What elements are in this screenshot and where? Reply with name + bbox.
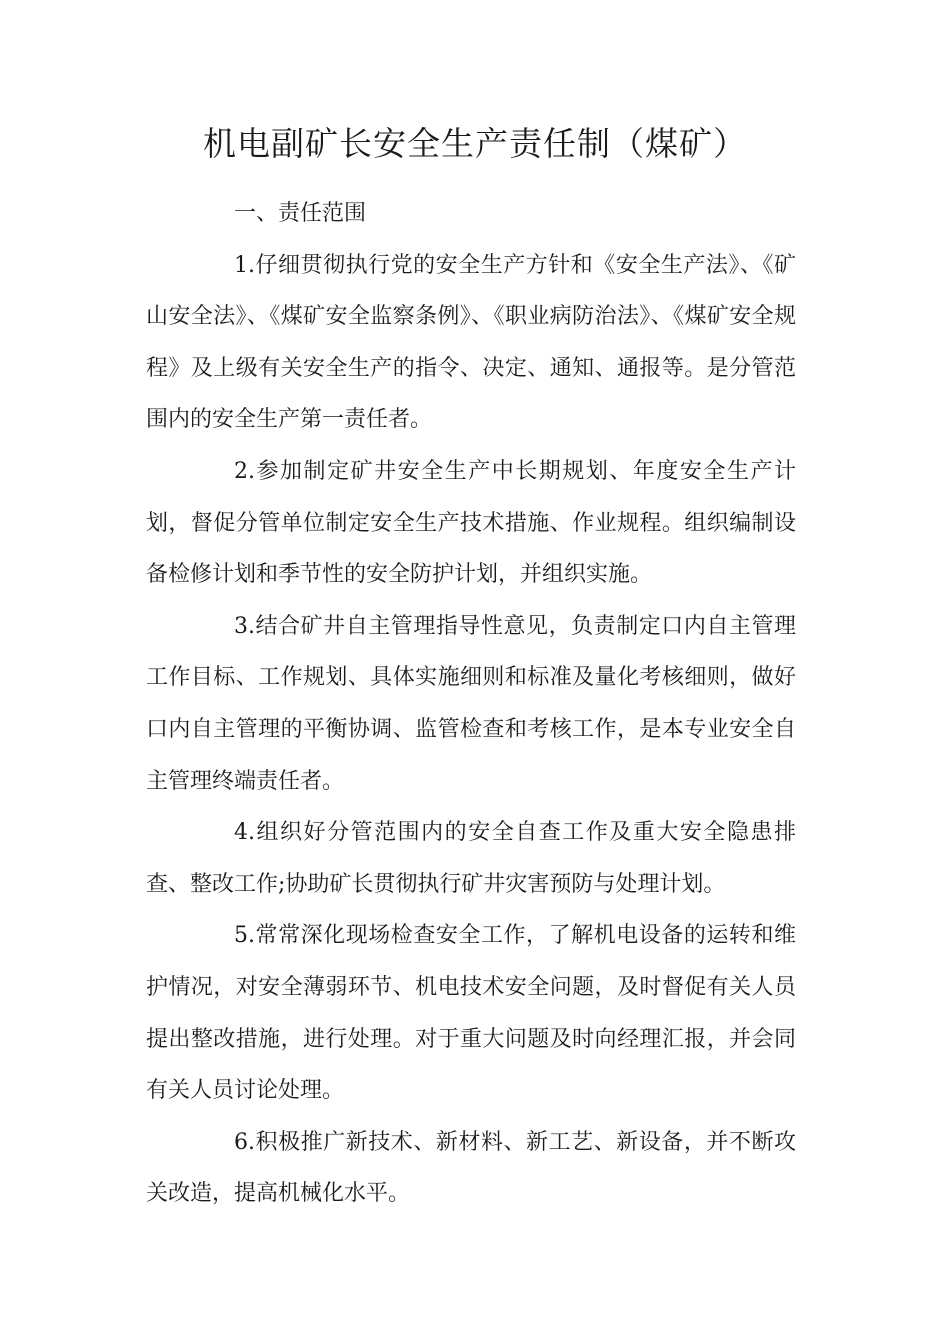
paragraph-4: 4.组织好分管范围内的安全自查工作及重大安全隐患排查、整改工作;协助矿长贯彻执行矿井灾害预防与处理计划。 [146, 820, 796, 897]
paragraph-5: 5.常常深化现场检查安全工作，了解机电设备的运转和维护情况，对安全薄弱环节、机电技术安全问题，及时督促有关人员提出整改措施，进行处理。对于重大问题及时向经理汇报，并会同有关人员讨论处理。 [146, 923, 796, 1104]
paragraph-3: 3.结合矿井自主管理指导性意见，负责制定口内自主管理工作目标、工作规划、具体实施细则和标准及量化考核细则，做好口内自主管理的平衡协调、监管检查和考核工作，是本专业安全自主管理终端责任者。 [146, 613, 796, 794]
paragraph-2: 2.参加制定矿井安全生产中长期规划、年度安全生产计划，督促分管单位制定安全生产技术措施、作业规程。组织编制设备检修计划和季节性的安全防护计划，并组织实施。 [146, 458, 796, 588]
section-heading: 一、责任范围 [234, 201, 367, 226]
paragraph-1: 1.仔细贯彻执行党的安全生产方针和《安全生产法》、《矿山安全法》、《煤矿安全监察条例》、《职业病防治法》、《煤矿安全规程》及上级有关安全生产的指令、决定、通知、通报等。是分管范围内的安全生产第一责任者。 [146, 252, 796, 433]
paragraph-6: 6.积极推广新技术、新材料、新工艺、新设备，并不断攻关改造，提高机械化水平。 [146, 1129, 796, 1207]
document-title: 机电副矿长安全生产责任制（煤矿） [203, 124, 747, 163]
document-body [146, 188, 796, 1220]
